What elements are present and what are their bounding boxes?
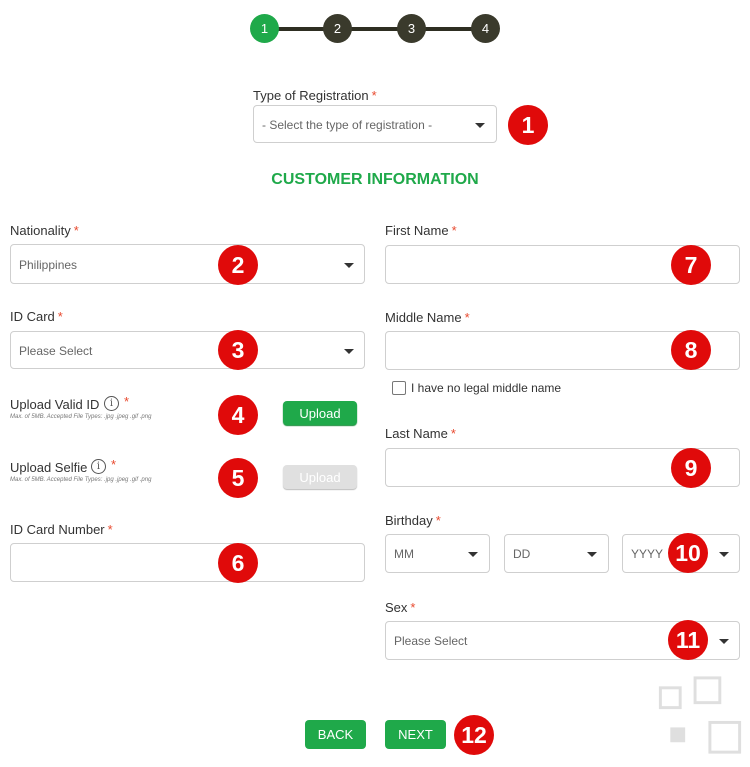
middle-name-label: Middle Name * (385, 310, 470, 325)
nationality-label: Nationality * (10, 223, 79, 238)
registration-type-label: Type of Registration * (253, 88, 377, 103)
annotation-badge-6: 6 (218, 543, 258, 583)
upload-selfie-label: Upload Selfie (10, 460, 88, 475)
annotation-badge-2: 2 (218, 245, 258, 285)
no-middle-name-checkbox[interactable] (392, 381, 406, 395)
annotation-badge-4: 4 (218, 395, 258, 435)
upload-valid-id-hint: Max. of 5MB. Accepted File Types: .jpg .jpeg .gif .png (10, 414, 152, 420)
step-3[interactable]: 3 (397, 14, 426, 43)
upload-valid-id-button[interactable]: Upload (283, 401, 357, 425)
nationality-select[interactable] (10, 244, 365, 284)
annotation-badge-8: 8 (671, 330, 711, 370)
caret-down-icon (468, 552, 478, 557)
caret-down-icon (719, 552, 729, 557)
step-2[interactable]: 2 (323, 14, 352, 43)
upload-selfie-button[interactable]: Upload (283, 465, 357, 489)
info-icon[interactable]: i (104, 396, 119, 411)
birthday-label: Birthday * (385, 513, 441, 528)
sex-label: Sex * (385, 600, 416, 615)
upload-valid-id-label: Upload Valid ID (10, 397, 100, 412)
caret-down-icon (587, 552, 597, 557)
birthday-year-value: YYYY (631, 547, 664, 561)
nationality-value: Philippines (19, 258, 78, 272)
annotation-badge-10: 10 (668, 533, 708, 573)
last-name-label: Last Name * (385, 426, 456, 441)
annotation-badge-7: 7 (671, 245, 711, 285)
caret-down-icon (475, 123, 485, 128)
annotation-badge-11: 11 (668, 620, 708, 660)
back-button[interactable]: BACK (305, 720, 366, 749)
annotation-badge-9: 9 (671, 448, 711, 488)
qr-code-watermark (650, 668, 750, 767)
id-card-value: Please Select (19, 344, 93, 358)
step-4[interactable]: 4 (471, 14, 500, 43)
birthday-month-select[interactable] (385, 534, 490, 573)
birthday-month-value: MM (394, 547, 414, 561)
caret-down-icon (719, 639, 729, 644)
id-card-label: ID Card * (10, 309, 63, 324)
sex-value: Please Select (394, 634, 468, 648)
step-1[interactable]: 1 (250, 14, 279, 43)
annotation-badge-1: 1 (508, 105, 548, 145)
birthday-day-value: DD (513, 547, 531, 561)
upload-selfie-hint: Max. of 5MB. Accepted File Types: .jpg .jpeg .gif .png (10, 477, 152, 483)
next-button[interactable]: NEXT (385, 720, 446, 749)
first-name-label: First Name * (385, 223, 457, 238)
annotation-badge-3: 3 (218, 330, 258, 370)
annotation-badge-5: 5 (218, 458, 258, 498)
id-card-select[interactable] (10, 331, 365, 369)
caret-down-icon (344, 349, 354, 354)
birthday-day-select[interactable] (504, 534, 609, 573)
info-icon[interactable]: i (91, 459, 106, 474)
section-title: CUSTOMER INFORMATION (271, 171, 479, 188)
no-middle-name-label: I have no legal middle name (411, 381, 562, 395)
annotation-badge-12: 12 (454, 715, 494, 755)
caret-down-icon (344, 263, 354, 268)
id-card-number-input[interactable] (10, 543, 365, 582)
registration-type-placeholder: - Select the type of registration - (262, 118, 433, 132)
registration-type-select[interactable] (253, 105, 497, 143)
stepper-line (264, 27, 486, 31)
id-card-number-label: ID Card Number * (10, 522, 113, 537)
